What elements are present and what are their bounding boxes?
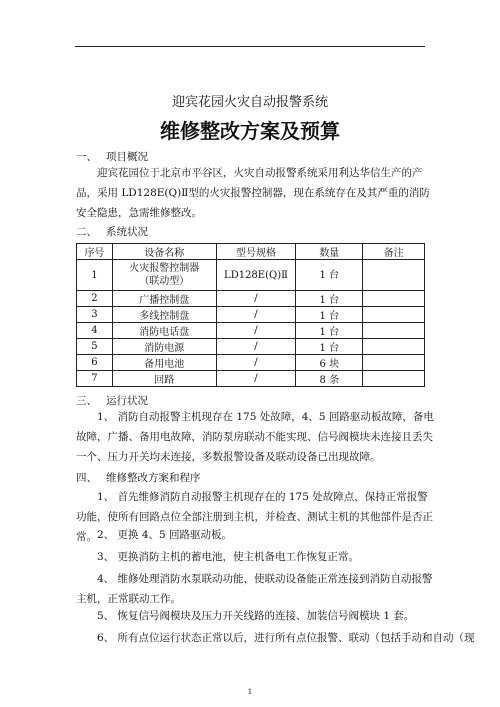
plan-item-3: 3、 更换消防主机的蓄电池，使主机备电工作恢复正常。 — [97, 551, 360, 563]
document-title: 迎宾花园火灾自动报警系统 — [171, 95, 328, 110]
system-status-table — [76, 243, 425, 387]
cell-note — [363, 323, 425, 339]
cell-no: 4 — [77, 323, 113, 339]
cell-name — [112, 260, 216, 291]
table-row — [77, 307, 425, 323]
cell-name: 备用电池 — [112, 355, 216, 371]
operation-paragraph: 1、 消防自动报警主机现存在 175 处故障，4、5 回路驱动板故障，备电故障，广播、备用电故障，消防泵房联动不能实现、信号阀模块未连接且丢失一个、压力开关均未连接，多数报警设备及联动设备已出现故障。 — [76, 411, 434, 463]
plan-item-2: 2、 更换 4、5 回路驱动板。 — [97, 529, 233, 541]
cell-qty: 1 台 — [296, 323, 363, 339]
table-row — [77, 339, 425, 355]
page-number: 1 — [247, 688, 253, 696]
table-row — [77, 260, 425, 291]
section-heading-overview — [76, 149, 148, 164]
header-note: 备注 — [363, 244, 425, 260]
cell-no: 5 — [77, 339, 113, 355]
cell-model: LD128E(Q)Ⅱ — [216, 260, 296, 291]
cell-note — [363, 307, 425, 323]
cell-no: 3 — [77, 307, 113, 323]
cell-no: 6 — [77, 355, 113, 371]
section-title: 维修整改方案和程序 — [106, 472, 201, 484]
section-number: 二、 — [76, 226, 97, 238]
cell-model: / — [216, 355, 296, 371]
cell-note — [363, 260, 425, 291]
section-title: 项目概况 — [106, 151, 148, 163]
section-number: 三、 — [76, 395, 97, 407]
cell-qty: 6 块 — [296, 355, 363, 371]
cell-qty: 1 台 — [296, 260, 363, 291]
cell-note — [363, 291, 425, 307]
cell-name: 广播控制盘 — [112, 291, 216, 307]
cell-name-line2: （联动型） — [139, 276, 190, 287]
cell-no: 2 — [77, 291, 113, 307]
plan-item-1: 1、 首先维修消防自动报警主机现存在的 175 处故障点，保持正常报警功能，使所有回路点位全部注册到主机，并检查、测试主机的其他部件是否正常。 — [76, 491, 433, 543]
cell-model: / — [216, 307, 296, 323]
section-heading-plan — [76, 470, 201, 485]
section-number: 一、 — [76, 151, 97, 163]
section-title: 系统状况 — [106, 226, 148, 238]
cell-qty: 8 条 — [296, 371, 363, 387]
plan-item-6: 6、 所有点位运行状态正常以后，进行所有点位报警、联动（包括手动和自动（现 — [97, 632, 475, 644]
cell-qty: 1 台 — [296, 339, 363, 355]
cell-name: 多线控制盘 — [112, 307, 216, 323]
cell-model: / — [216, 339, 296, 355]
cell-no: 7 — [77, 371, 113, 387]
cell-name: 消防电话盘 — [112, 323, 216, 339]
table-row — [77, 323, 425, 339]
cell-note — [363, 371, 425, 387]
header-rule — [75, 46, 425, 47]
header-model: 型号规格 — [216, 244, 296, 260]
section-heading-operation — [76, 393, 148, 408]
cell-note — [363, 339, 425, 355]
cell-model: / — [216, 291, 296, 307]
cell-note — [363, 355, 425, 371]
cell-name: 消防电源 — [112, 339, 216, 355]
overview-paragraph: 迎宾花园位于北京市平谷区，火灾自动报警系统采用利达华信生产的产品，采用 LD128E(Q)Ⅱ型的火灾报警控制器，现在系统存在及其严重的消防安全隐患，急需维修整改。 — [76, 167, 430, 219]
cell-model: / — [216, 323, 296, 339]
table-row — [77, 355, 425, 371]
section-number: 四、 — [76, 472, 97, 484]
cell-name-line1: 火灾报警控制器 — [129, 263, 200, 274]
cell-no: 1 — [77, 260, 113, 291]
cell-model: / — [216, 371, 296, 387]
cell-qty: 1 台 — [296, 307, 363, 323]
table-header-row — [77, 244, 425, 260]
section-heading-system — [76, 224, 148, 239]
header-name: 设备名称 — [112, 244, 216, 260]
table-row — [77, 371, 425, 387]
document-subtitle: 维修整改方案及预算 — [160, 119, 340, 143]
cell-name: 回路 — [112, 371, 216, 387]
header-qty: 数量 — [296, 244, 363, 260]
plan-item-4: 4、 维修处理消防水泵联动功能，使联动设备能正常连接到消防自动报警主机，正常联动工作。 — [76, 573, 433, 605]
table-row — [77, 291, 425, 307]
cell-qty: 1 台 — [296, 291, 363, 307]
header-no: 序号 — [77, 244, 113, 260]
section-title: 运行状况 — [106, 395, 148, 407]
plan-item-5: 5、 恢复信号阀模块及压力开关线路的连接、加装信号阀模块 1 套。 — [97, 610, 415, 622]
